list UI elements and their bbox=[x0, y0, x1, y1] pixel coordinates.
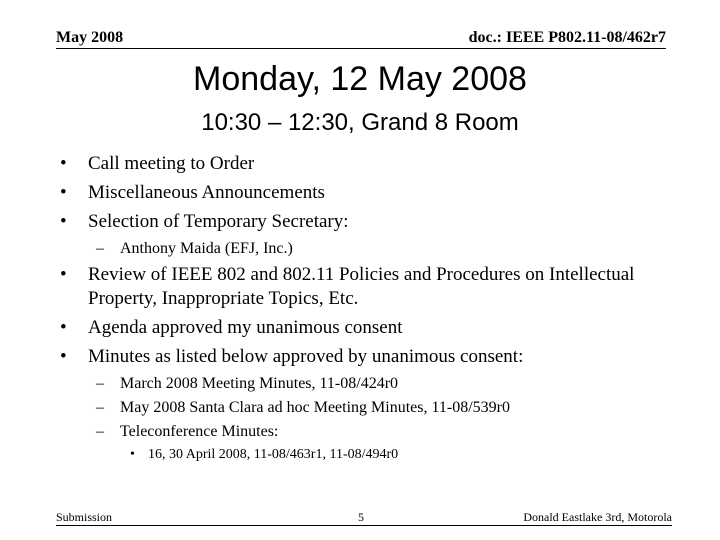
sub-bullet-item bbox=[56, 398, 696, 418]
bullet-text: Agenda approved my unanimous consent bbox=[88, 317, 403, 338]
bullet-text: Call meeting to Order bbox=[88, 153, 255, 174]
sub-bullet-item bbox=[56, 374, 696, 394]
bullet-item bbox=[56, 181, 696, 205]
bullet-item bbox=[56, 152, 696, 176]
slide-title: Monday, 12 May 2008 bbox=[193, 60, 527, 98]
header-date: May 2008 bbox=[56, 29, 124, 46]
footer-submission: Submission bbox=[56, 510, 113, 524]
dash-icon: – bbox=[96, 423, 104, 440]
bullet-icon: • bbox=[60, 211, 67, 232]
bullet-text: Review of IEEE 802 and 802.11 Policies and Procedures on Intellectual Property, Inappropriate Topics, Etc. bbox=[88, 264, 635, 309]
bullet-text: Selection of Temporary Secretary: bbox=[88, 211, 349, 232]
sub-bullet-text: Anthony Maida (EFJ, Inc.) bbox=[120, 240, 293, 257]
footer-rule bbox=[56, 525, 672, 526]
bullet-icon: • bbox=[130, 447, 135, 462]
sub-sub-bullet-text: 16, 30 April 2008, 11-08/463r1, 11-08/494r0 bbox=[148, 447, 399, 462]
bullet-list bbox=[56, 152, 696, 468]
bullet-item bbox=[56, 263, 696, 311]
sub-bullet-text: March 2008 Meeting Minutes, 11-08/424r0 bbox=[120, 375, 399, 392]
sub-bullet-item bbox=[56, 422, 696, 442]
dash-icon: – bbox=[96, 375, 104, 392]
bullet-item bbox=[56, 316, 696, 340]
header-rule bbox=[56, 48, 666, 49]
bullet-icon: • bbox=[60, 346, 67, 367]
bullet-item bbox=[56, 345, 696, 369]
bullet-icon: • bbox=[60, 182, 67, 203]
dash-icon: – bbox=[96, 240, 104, 257]
bullet-icon: • bbox=[60, 153, 67, 174]
bullet-text: Minutes as listed below approved by unanimous consent: bbox=[88, 346, 524, 367]
sub-bullet-item bbox=[56, 239, 696, 259]
sub-bullet-text: May 2008 Santa Clara ad hoc Meeting Minutes, 11-08/539r0 bbox=[120, 399, 510, 416]
footer-author: Donald Eastlake 3rd, Motorola bbox=[523, 510, 672, 524]
sub-bullet-text: Teleconference Minutes: bbox=[120, 423, 279, 440]
bullet-text: Miscellaneous Announcements bbox=[88, 182, 325, 203]
bullet-icon: • bbox=[60, 264, 67, 285]
bullet-item bbox=[56, 210, 696, 234]
header-doc-id: doc.: IEEE P802.11-08/462r7 bbox=[468, 29, 666, 46]
footer-page-number: 5 bbox=[358, 510, 364, 524]
dash-icon: – bbox=[96, 399, 104, 416]
slide-subtitle: 10:30 – 12:30, Grand 8 Room bbox=[201, 109, 519, 136]
bullet-icon: • bbox=[60, 317, 67, 338]
sub-sub-bullet-item bbox=[56, 446, 696, 464]
